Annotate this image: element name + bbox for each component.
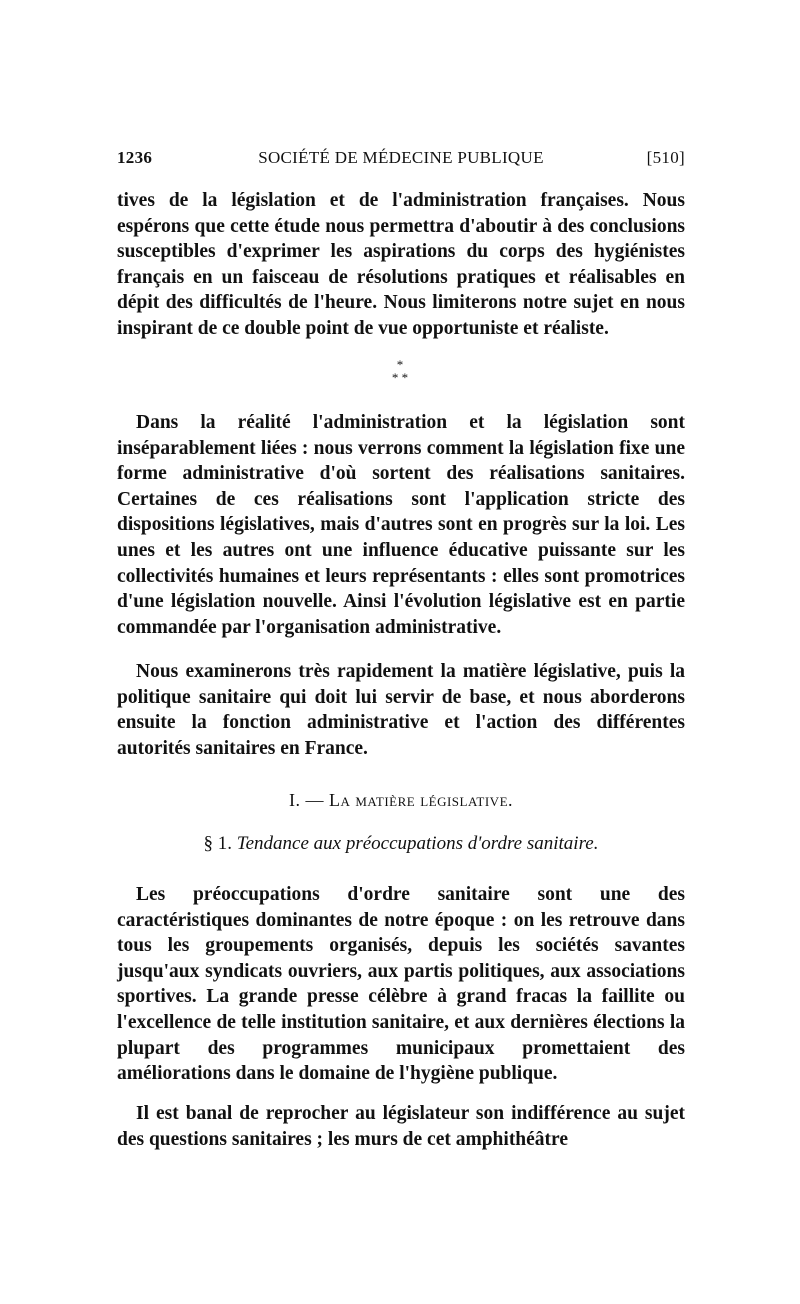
asterism-separator — [370, 358, 430, 388]
asterism-top: * — [396, 357, 404, 372]
asterism-bottom: * * — [391, 370, 409, 385]
subsection-heading — [117, 833, 685, 855]
paragraph-preoccupations: Les préoccupations d'ordre sanitaire sont une des caractéristiques dominantes de notre époque : on les retrouve dans tous les groupements organisés, depuis les sociétés savantes jusqu'aux syndicats ouvriers, aux partis politiques, aux associations sportives. La grande presse célèbre à grand fracas la faillite ou l'excellence de telle institution sanitaire, et aux dernières élections la plupart des programmes municipaux promettaient des améliorations dans le domaine de l'hygiène publique. — [117, 884, 685, 1085]
running-title: SOCIÉTÉ DE MÉDECINE PUBLIQUE — [258, 148, 544, 167]
subsection-title: Tendance aux préoccupations d'ordre sanitaire. — [236, 833, 599, 854]
section-title: La matière législative. — [328, 790, 514, 810]
paragraph-administration: Dans la réalité l'administration et la législation sont inséparablement liées : nous verrons comment la législation fixe une forme administrative d'où sortent des réalisations sanitaires. Certaines de ces réalisations sont l'application stricte des dispositions législatives, mais d'autres sont en progrès sur la loi. Les unes et les autres ont une influence éducative puissante sur les collectivités humaines et leurs représentants : elles sont promotrices d'une législation nouvelle. Ainsi l'évolution législative est en partie commandée par l'organisation administrative. — [117, 412, 685, 638]
page-number: 1236 — [117, 148, 153, 167]
subsection-symbol: § 1. — [203, 833, 233, 854]
paragraph-intro-continuation: tives de la législation et de l'administration françaises. Nous espérons que cette étude nous permettra d'aboutir à des conclusions susceptibles d'exprimer les aspirations du corps des hygiénistes français en un faisceau de résolutions pratiques et réalisables en dépit des difficultés de l'heure. Nous limiterons notre sujet en nous inspirant de ce double point de vue opportuniste et réaliste. — [117, 190, 685, 339]
running-header — [117, 148, 685, 172]
page-reference: [510] — [646, 148, 685, 167]
paragraph-plan: Nous examinerons très rapidement la matière législative, puis la politique sanitaire qui doit lui servir de base, et nous aborderons ensuite la fonction administrative et l'action des différentes autorités sanitaires en France. — [117, 661, 685, 759]
section-heading — [117, 790, 685, 811]
section-numeral: I. — — [288, 790, 324, 810]
paragraph-legislator: Il est banal de reprocher au législateur son indifférence au sujet des questions sanitaires ; les murs de cet amphithéâtre — [117, 1103, 685, 1150]
